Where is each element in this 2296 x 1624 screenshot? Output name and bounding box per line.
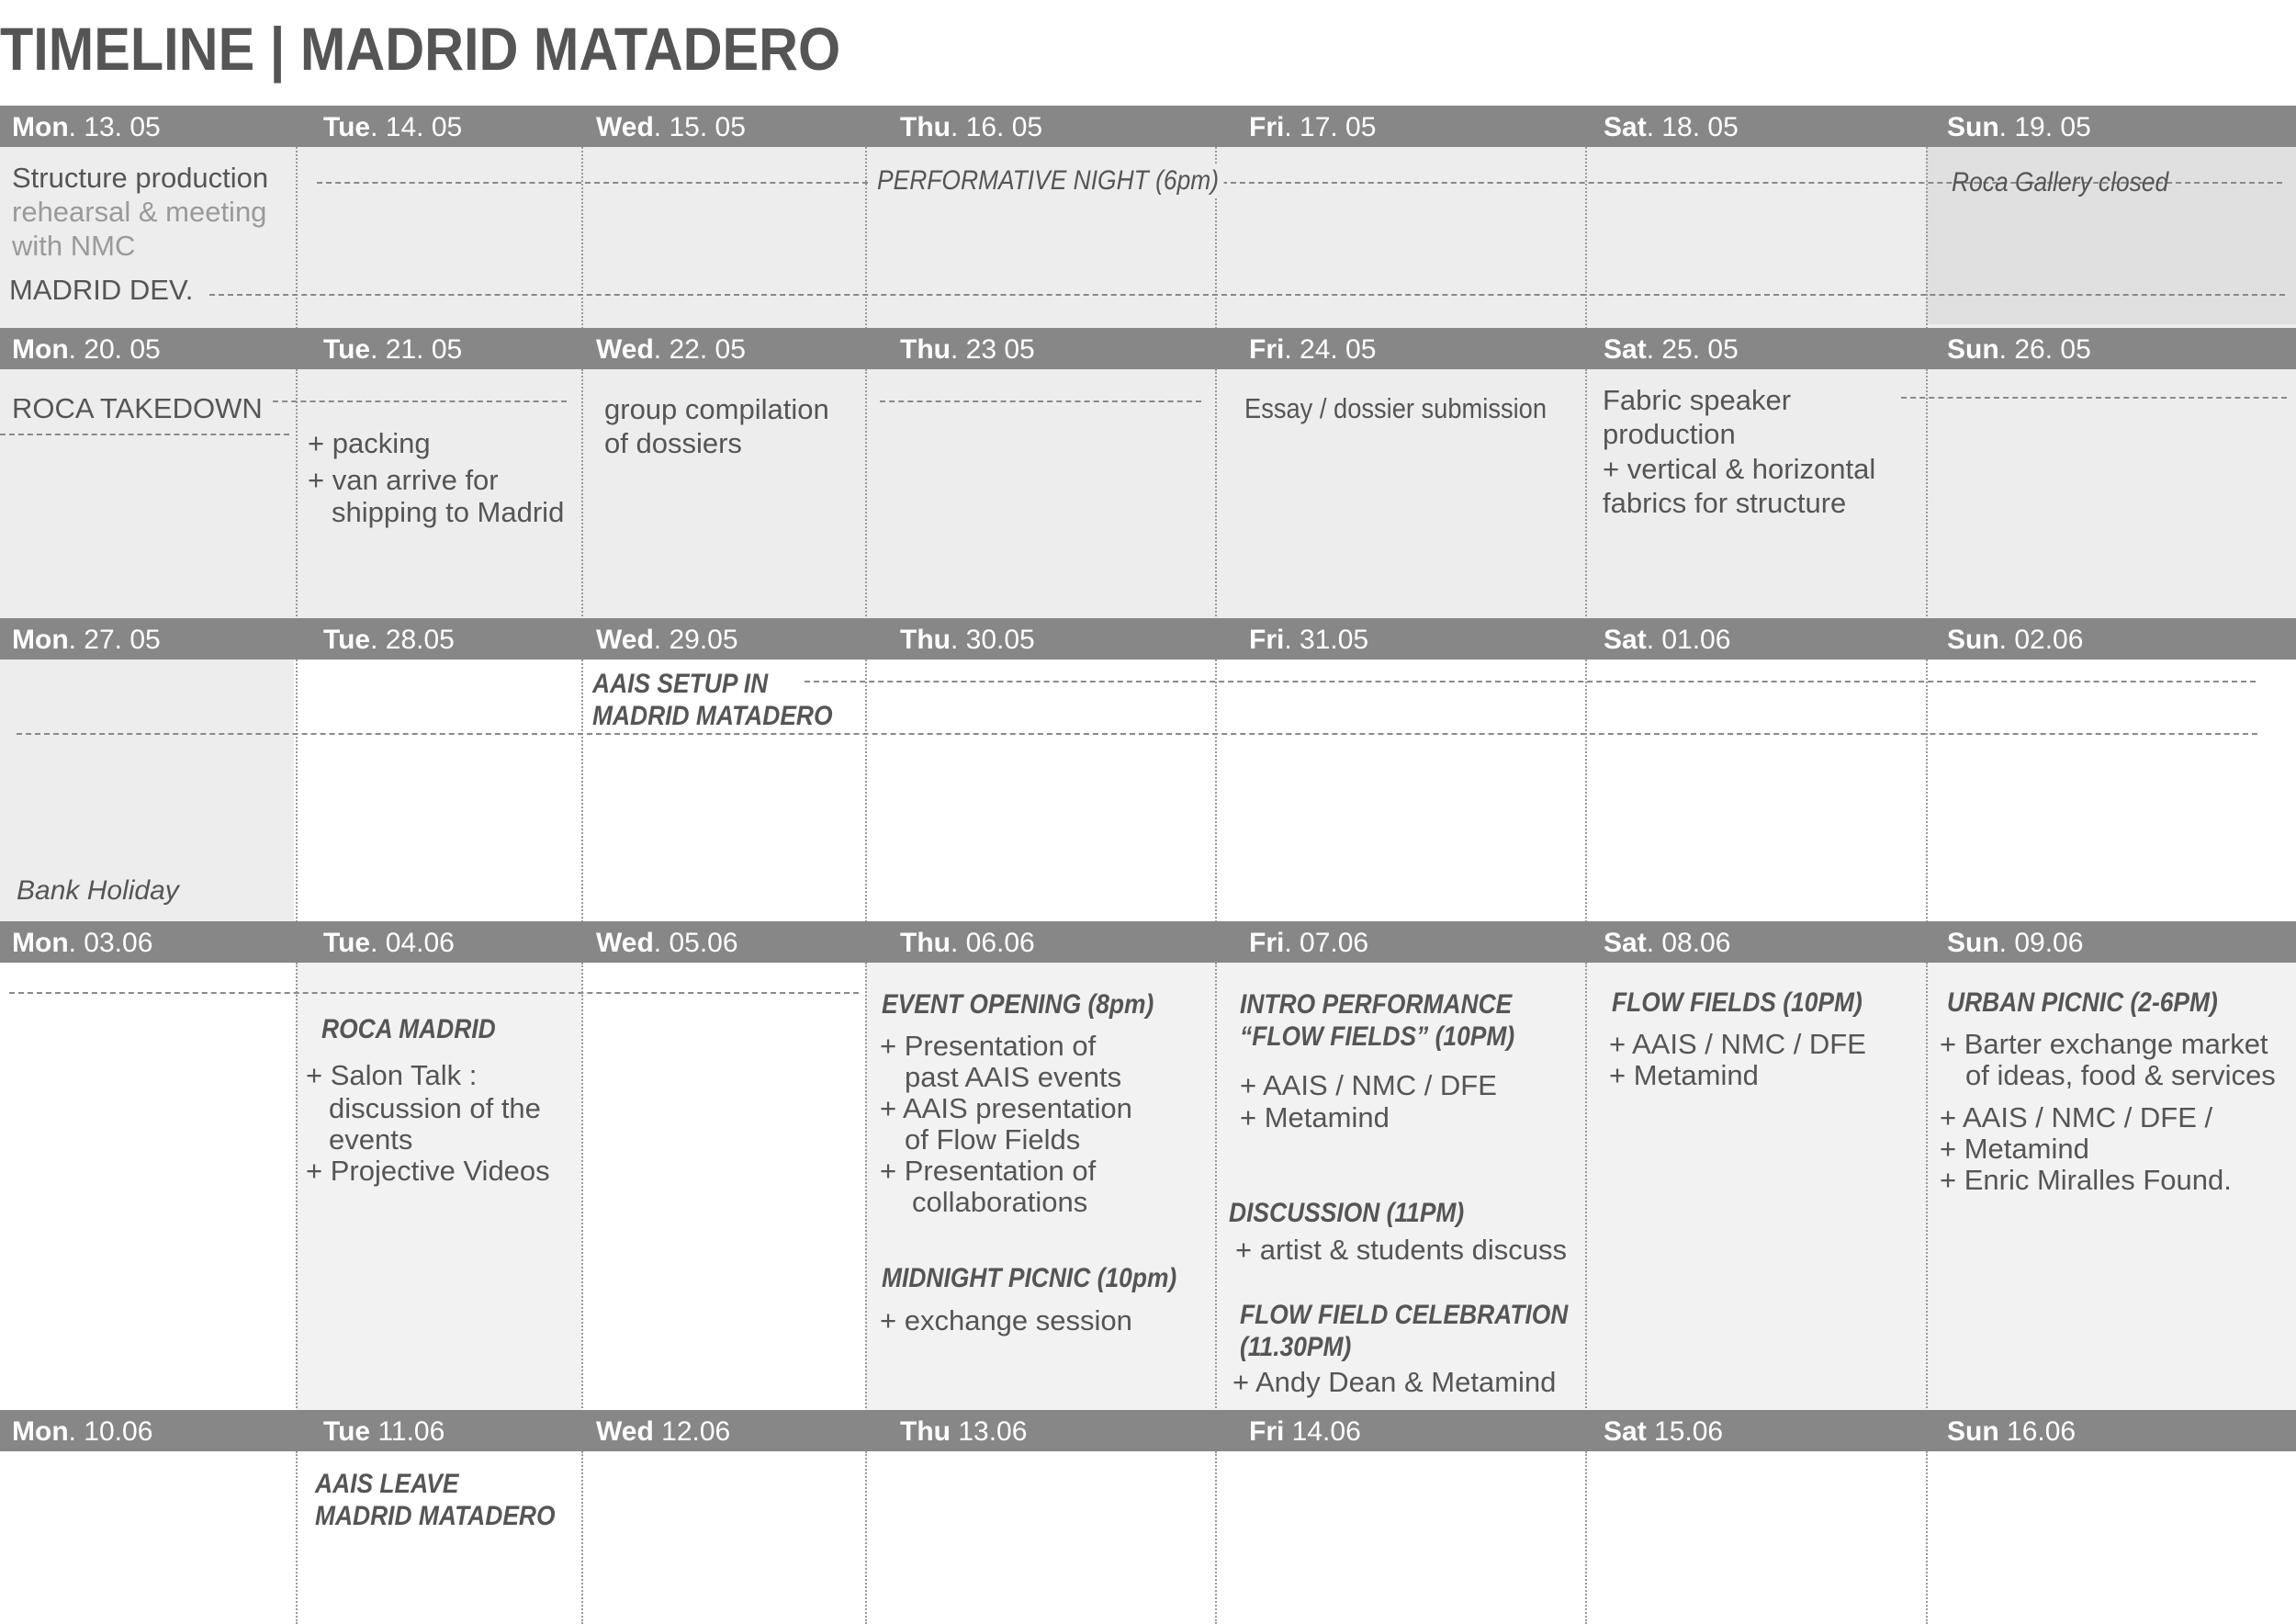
event-text: + Metamind (1240, 1101, 1390, 1133)
day-date: . 19. 05 (1998, 112, 2091, 142)
event-text: + exchange session (880, 1304, 1132, 1336)
day-header (900, 328, 1035, 369)
event-text: DISCUSSION (11PM) (1229, 1198, 1465, 1228)
event-text: + Presentation of (880, 1030, 1097, 1062)
event-text: of dossiers (604, 427, 742, 459)
event-text: + Andy Dean & Metamind (1232, 1366, 1557, 1398)
day-name: Thu (900, 625, 951, 655)
day-date: . 23 05 (950, 334, 1035, 365)
event-text: AAIS LEAVE (315, 1469, 459, 1499)
day-name: Thu (900, 334, 951, 365)
day-name: Sat (1604, 928, 1647, 958)
duration-line (317, 182, 868, 184)
event-text: + van arrive for (308, 464, 499, 496)
column-divider (581, 963, 583, 1451)
day-header (12, 106, 161, 147)
day-date: 15.06 (1646, 1416, 1724, 1447)
calendar-week (0, 618, 2296, 963)
event-text: MIDNIGHT PICNIC (10pm) (882, 1263, 1177, 1293)
day-header (596, 618, 738, 660)
day-date: . 01.06 (1646, 625, 1731, 655)
day-date: . 03.06 (68, 928, 153, 958)
day-date: . 14. 05 (370, 112, 463, 142)
day-date: . 15. 05 (653, 112, 746, 142)
day-date: 13.06 (950, 1416, 1028, 1447)
day-header (1604, 1410, 1723, 1451)
event-text: MADRID MATADERO (592, 701, 833, 731)
day-date: . 22. 05 (653, 334, 746, 365)
day-header (596, 106, 746, 147)
event-text: + AAIS / NMC / DFE / (1940, 1101, 2213, 1133)
day-name: Mon (12, 112, 69, 142)
day-header (1604, 328, 1739, 369)
column-divider (296, 369, 298, 660)
event-text: “FLOW FIELDS” (10PM) (1240, 1021, 1515, 1052)
event-text: + vertical & horizontal (1603, 453, 1876, 485)
day-header (1249, 328, 1376, 369)
day-header (1947, 1410, 2076, 1451)
day-date: . 13. 05 (68, 112, 161, 142)
day-header (12, 1410, 152, 1451)
day-header (1947, 921, 2083, 963)
day-header (323, 618, 455, 660)
event-text: + AAIS / NMC / DFE (1609, 1028, 1866, 1060)
column-divider (1215, 1451, 1217, 1624)
day-header (1604, 106, 1739, 147)
day-header (1947, 328, 2091, 369)
day-name: Tue (323, 112, 371, 142)
event-text: Fabric speaker (1603, 384, 1792, 416)
day-header (596, 1410, 730, 1451)
duration-line (805, 681, 2256, 682)
day-header (12, 328, 161, 369)
day-date: 11.06 (370, 1416, 445, 1447)
event-text: shipping to Madrid (332, 496, 565, 528)
day-date: . 27. 05 (68, 625, 161, 655)
week-body (0, 963, 2296, 1451)
event-text: URBAN PICNIC (2-6PM) (1947, 987, 2218, 1018)
duration-line (1901, 397, 2287, 399)
day-date: . 28.05 (370, 625, 455, 655)
day-name: Tue (323, 928, 371, 958)
event-text: ROCA MADRID (321, 1014, 496, 1044)
duration-line (880, 400, 1201, 402)
event-text: Bank Holiday (17, 875, 179, 906)
column-divider (581, 369, 583, 660)
day-header (1249, 1410, 1361, 1451)
column-divider (865, 963, 867, 1451)
day-header (900, 618, 1035, 660)
event-text: Structure production (12, 162, 269, 194)
event-text: + packing (308, 427, 431, 459)
event-text: MADRID MATADERO (315, 1501, 556, 1531)
event-text: group compilation (604, 393, 829, 425)
day-date: . 30.05 (950, 625, 1035, 655)
day-name: Fri (1249, 112, 1285, 142)
day-date: . 08.06 (1646, 928, 1731, 958)
day-date: . 10.06 (68, 1416, 153, 1447)
day-name: Fri (1249, 1416, 1285, 1447)
event-text: + Enric Miralles Found. (1940, 1164, 2232, 1196)
duration-line (273, 400, 567, 402)
day-header (323, 106, 462, 147)
day-name: Mon (12, 334, 69, 365)
day-header (900, 1410, 1027, 1451)
week-body (0, 369, 2296, 660)
calendar-week (0, 1410, 2296, 1624)
day-date: . 06.06 (950, 928, 1035, 958)
event-text: + AAIS / NMC / DFE (1240, 1069, 1497, 1101)
day-name: Wed (596, 334, 654, 365)
column-divider (1585, 369, 1587, 660)
day-header (596, 328, 746, 369)
day-name: Fri (1249, 625, 1285, 655)
day-date: . 16. 05 (950, 112, 1043, 142)
day-date: 14.06 (1284, 1416, 1361, 1447)
event-text: FLOW FIELDS (10PM) (1612, 987, 1863, 1018)
day-name: Sun (1947, 625, 1999, 655)
duration-line (17, 733, 2257, 735)
column-divider (296, 1451, 298, 1624)
day-date: . 24. 05 (1284, 334, 1377, 365)
day-date: 12.06 (653, 1416, 731, 1447)
calendar-week (0, 921, 2296, 1451)
column-divider (1926, 369, 1928, 660)
day-date: . 26. 05 (1998, 334, 2091, 365)
column-divider (1926, 963, 1928, 1451)
day-header (323, 921, 455, 963)
event-text: Essay / dossier submission (1244, 392, 1548, 424)
duration-line (9, 992, 859, 994)
day-date: . 31.05 (1284, 625, 1369, 655)
column-divider (1926, 1451, 1928, 1624)
calendar-week (0, 328, 2296, 660)
day-name: Wed (596, 112, 654, 142)
day-date: . 09.06 (1998, 928, 2084, 958)
column-divider (1215, 369, 1217, 660)
duration-line (0, 434, 289, 435)
column-divider (296, 660, 298, 963)
event-text: + Metamind (1609, 1059, 1759, 1091)
day-date: . 07.06 (1284, 928, 1369, 958)
event-text: of Flow Fields (905, 1123, 1081, 1156)
page-title: TIMELINE | MADRID MATADERO (0, 15, 841, 83)
day-name: Sat (1604, 334, 1647, 365)
event-text: EVENT OPENING (8pm) (882, 989, 1154, 1020)
event-text: with NMC (12, 230, 136, 262)
day-date: . 25. 05 (1646, 334, 1739, 365)
day-name: Wed (596, 1416, 654, 1447)
day-header (12, 921, 152, 963)
event-text: FLOW FIELD CELEBRATION (1240, 1300, 1569, 1330)
day-name: Thu (900, 928, 951, 958)
day-header (1604, 618, 1730, 660)
event-text: ROCA TAKEDOWN (12, 391, 268, 425)
day-name: Thu (900, 112, 951, 142)
event-text: PERFORMATIVE NIGHT (6pm) (877, 164, 1223, 197)
column-divider (1585, 1451, 1587, 1624)
event-text: Roca Gallery closed (1952, 167, 2169, 197)
day-date: . 02.06 (1998, 625, 2084, 655)
column-divider (865, 660, 867, 963)
day-header (596, 921, 738, 963)
week-body (0, 660, 2296, 963)
column-divider (1585, 963, 1587, 1451)
event-text: + artist & students discuss (1235, 1234, 1567, 1266)
event-text: events (329, 1123, 413, 1156)
day-header (1249, 921, 1368, 963)
event-text: rehearsal & meeting (12, 196, 267, 228)
day-name: Sun (1947, 928, 1999, 958)
day-name: Wed (596, 928, 654, 958)
column-divider (581, 660, 583, 963)
day-header (1604, 921, 1730, 963)
event-text: production (1603, 418, 1736, 450)
day-date: . 21. 05 (370, 334, 463, 365)
day-name: Mon (12, 928, 69, 958)
day-name: Sat (1604, 112, 1647, 142)
event-text: past AAIS events (905, 1061, 1122, 1093)
day-name: Sat (1604, 625, 1647, 655)
day-date: . 20. 05 (68, 334, 161, 365)
event-text: fabrics for structure (1603, 487, 1847, 519)
day-header (1249, 106, 1376, 147)
day-header (1249, 618, 1368, 660)
day-name: Fri (1249, 928, 1285, 958)
day-date: . 04.06 (370, 928, 455, 958)
day-name: Tue (323, 334, 371, 365)
day-date: 16.06 (1998, 1416, 2077, 1447)
column-divider (1215, 963, 1217, 1451)
day-header (323, 1410, 445, 1451)
event-text: AAIS SETUP IN (592, 669, 769, 699)
day-date: . 18. 05 (1646, 112, 1739, 142)
column-divider (581, 1451, 583, 1624)
day-name: Mon (12, 625, 69, 655)
event-text: INTRO PERFORMANCE (1240, 989, 1513, 1020)
day-name: Sat (1604, 1416, 1647, 1447)
column-divider (865, 1451, 867, 1624)
event-text: (11.30PM) (1240, 1332, 1352, 1362)
day-header (1947, 106, 2091, 147)
event-text: collaborations (912, 1186, 1088, 1218)
column-divider (1215, 660, 1217, 963)
day-name: Sun (1947, 1416, 1999, 1447)
column-divider (865, 369, 867, 660)
event-text: + Projective Videos (306, 1155, 550, 1187)
event-text: + Salon Talk : (306, 1059, 478, 1091)
day-date: . 17. 05 (1284, 112, 1377, 142)
column-divider (296, 963, 298, 1451)
event-text: + Barter exchange market (1940, 1028, 2268, 1060)
day-header (900, 921, 1035, 963)
column-divider (1926, 660, 1928, 963)
day-date: . 05.06 (653, 928, 738, 958)
event-text: MADRID DEV. (9, 273, 198, 307)
week-body (0, 1451, 2296, 1624)
day-name: Fri (1249, 334, 1285, 365)
day-name: Thu (900, 1416, 951, 1447)
day-name: Tue (323, 625, 371, 655)
event-text: discussion of the (329, 1092, 541, 1124)
event-text: + Metamind (1940, 1133, 2089, 1165)
day-date: . 29.05 (653, 625, 738, 655)
day-name: Wed (596, 625, 654, 655)
event-text: + AAIS presentation (880, 1092, 1132, 1124)
duration-line (209, 294, 2285, 296)
day-name: Sun (1947, 334, 1999, 365)
day-header (900, 106, 1042, 147)
event-text: + Presentation of (880, 1155, 1097, 1187)
day-name: Tue (323, 1416, 371, 1447)
event-text: of ideas, food & services (1965, 1059, 2276, 1091)
day-header (323, 328, 462, 369)
day-header (1947, 618, 2083, 660)
day-header (12, 618, 161, 660)
day-name: Mon (12, 1416, 69, 1447)
day-name: Sun (1947, 112, 1999, 142)
column-divider (1585, 660, 1587, 963)
